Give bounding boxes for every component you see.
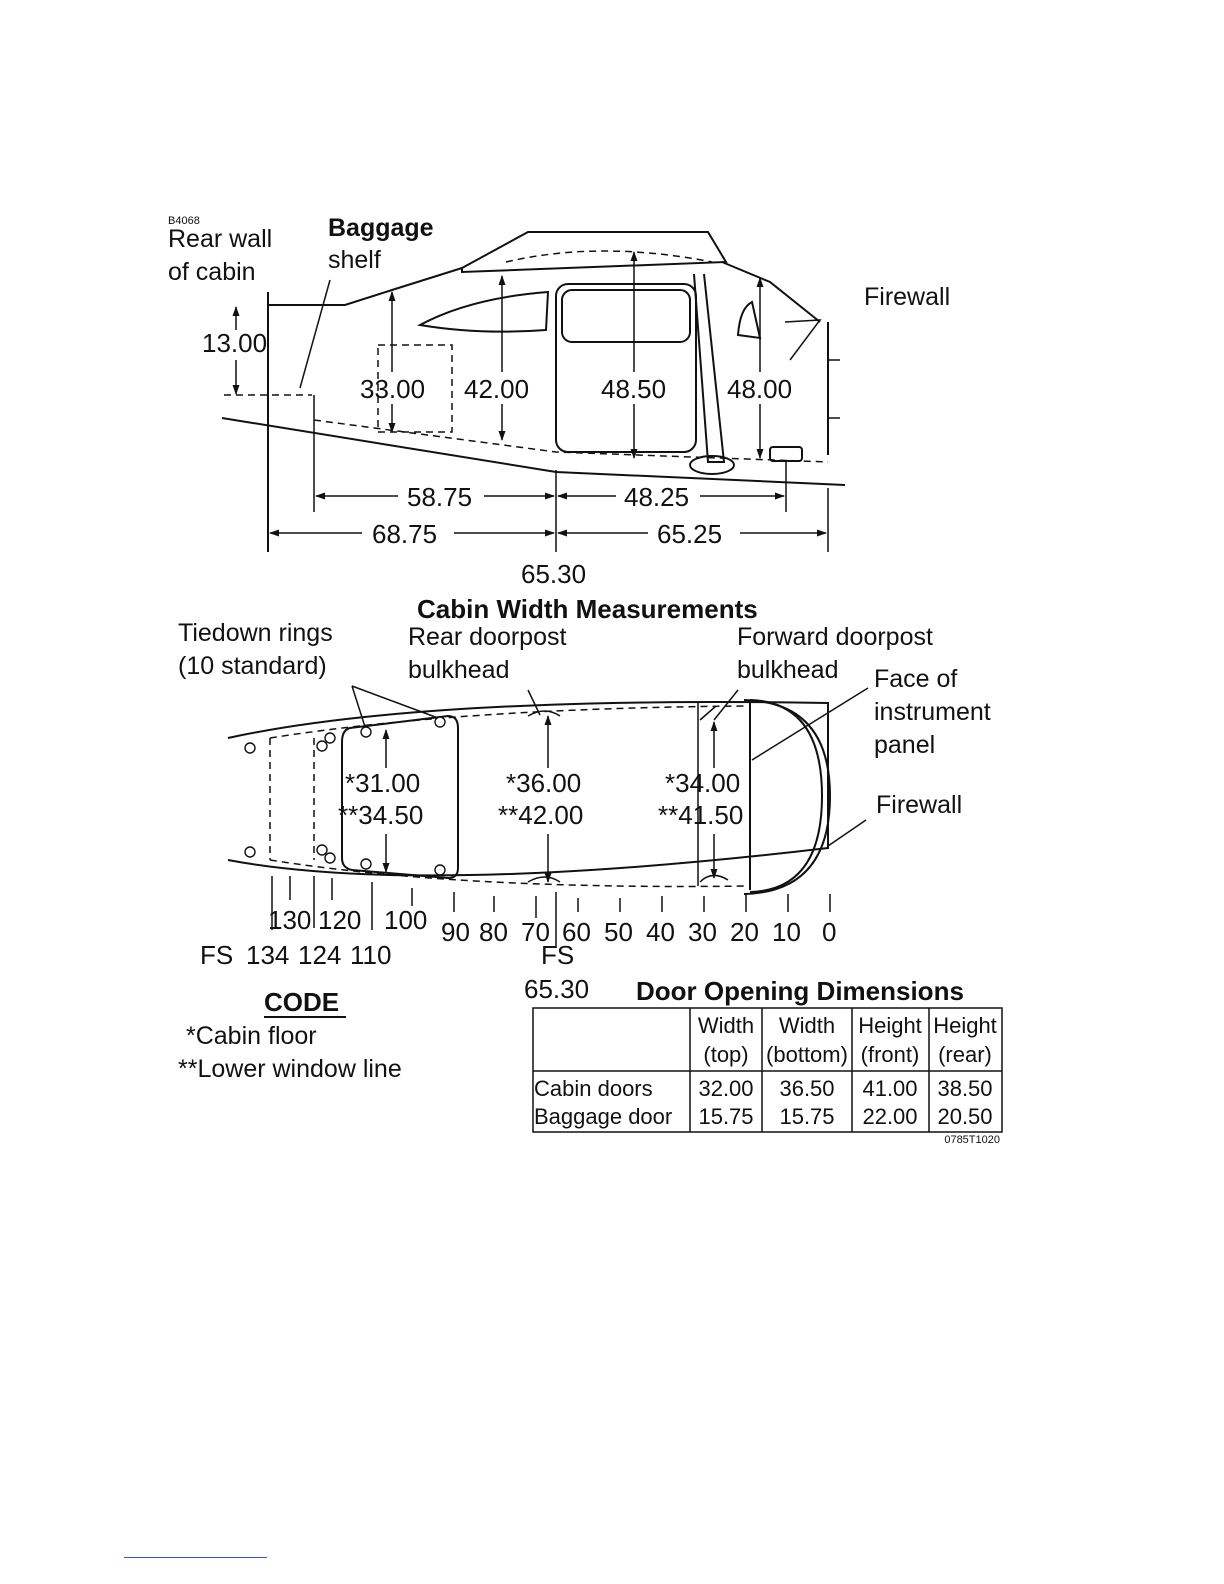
- windshield-line: [722, 262, 820, 322]
- station-90: 90: [441, 917, 470, 947]
- cabin-width-bottom: 36.50: [779, 1076, 835, 1101]
- length-58-75: 58.75: [407, 482, 473, 512]
- tiedown-ring-icon: [361, 859, 371, 869]
- code-legend: [178, 987, 402, 1083]
- header-width-bottom-sub: (bottom): [766, 1042, 848, 1067]
- side-profile-view: [168, 214, 950, 589]
- header-height-front: Height: [858, 1013, 922, 1038]
- baggage-height-rear: 20.50: [937, 1104, 993, 1129]
- baggage-leader: [300, 280, 330, 388]
- fs-value-center: 65.30: [524, 974, 590, 1004]
- code-cabin-floor: *Cabin floor: [186, 1022, 317, 1050]
- forward-doorpost-label-line2: bulkhead: [737, 656, 839, 684]
- tiedown-ring-icon: [361, 727, 371, 737]
- firewall-leader: [828, 820, 866, 846]
- code-title: CODE: [264, 987, 340, 1017]
- header-height-front-sub: (front): [860, 1042, 920, 1067]
- row-cabin-doors-label: Cabin doors: [534, 1076, 653, 1101]
- tiedown-ring-icon: [317, 845, 327, 855]
- header-width-bottom: Width: [778, 1013, 836, 1038]
- figure-id: B4068: [168, 215, 200, 227]
- panel-cowl-curve-outer: [744, 700, 830, 894]
- station-130: 130: [268, 905, 312, 935]
- strut-fitting: [690, 456, 734, 474]
- baggage-area-lines: [270, 738, 314, 860]
- width-front-window: **41.50: [658, 800, 744, 830]
- station-20: 20: [730, 917, 759, 947]
- forward-doorpost-leader: [714, 690, 738, 720]
- instrument-panel-label-line3: panel: [874, 731, 936, 759]
- tiedown-ring-icon: [435, 865, 445, 875]
- tiedown-rings-label-line2: (10 standard): [178, 652, 327, 680]
- instrument-panel-leader: [752, 688, 868, 760]
- width-mid-floor: *36.00: [506, 768, 582, 798]
- table-ref-id: 0785T1020: [944, 1134, 1000, 1146]
- forward-window: [738, 302, 760, 338]
- tiedown-ring-icon: [325, 733, 335, 743]
- firewall-ticks: [828, 360, 840, 418]
- cabin-width-top: 32.00: [698, 1076, 754, 1101]
- cabin-width-title: Cabin Width Measurements: [417, 594, 758, 624]
- firewall-label-profile: Firewall: [864, 283, 951, 311]
- instrument-panel-label-line2: instrument: [874, 698, 991, 726]
- length-68-75: 68.75: [372, 519, 438, 549]
- baggage-width-top: 15.75: [698, 1104, 754, 1129]
- cowl-outline: [785, 320, 820, 360]
- station-110: 110: [350, 940, 392, 970]
- rear-doorpost-label: Rear doorpost: [408, 623, 567, 651]
- tiedown-ring-icon: [245, 743, 255, 753]
- width-rear-window: **34.50: [338, 800, 424, 830]
- wing-dashed-line: [506, 251, 712, 262]
- width-front-floor: *34.00: [665, 768, 741, 798]
- station-70: 70: [521, 917, 550, 947]
- cabin-door: [556, 284, 696, 452]
- fs-label-center: FS: [541, 940, 575, 970]
- length-48-25: 48.25: [624, 482, 690, 512]
- door-opening-table: [533, 976, 1002, 1146]
- baggage-height-front: 22.00: [862, 1104, 918, 1129]
- header-width-top: Width: [697, 1013, 755, 1038]
- station-65-30: 65.30: [521, 559, 587, 589]
- forward-doorpost-label: Forward doorpost: [737, 623, 933, 651]
- width-rear-floor: *31.00: [345, 768, 421, 798]
- station-134: 134: [246, 940, 290, 970]
- header-height-rear: Height: [933, 1013, 997, 1038]
- station-0: 0: [822, 917, 837, 947]
- station-124: 124: [298, 940, 342, 970]
- station-120: 120: [318, 905, 362, 935]
- fs-label-scale: FS: [200, 940, 234, 970]
- rear-window: [420, 292, 548, 332]
- station-100: 100: [384, 905, 428, 935]
- cabin-floor-line: [314, 420, 828, 462]
- length-65-25: 65.25: [657, 519, 723, 549]
- door-table-title: Door Opening Dimensions: [636, 976, 964, 1006]
- step-fitting: [770, 447, 802, 461]
- tiedown-ring-icon: [435, 717, 445, 727]
- firewall-label-plan: Firewall: [876, 791, 963, 819]
- cabin-height-front: 41.00: [862, 1076, 918, 1101]
- fuselage-bottom-line: [222, 418, 845, 485]
- station-60: 60: [562, 917, 591, 947]
- tiedown-ring-icon: [245, 847, 255, 857]
- door-window: [562, 290, 690, 342]
- plan-view: [178, 594, 991, 1004]
- header-width-top-sub: (top): [703, 1042, 749, 1067]
- cabin-height-rear: 38.50: [937, 1076, 993, 1101]
- station-10: 10: [772, 917, 801, 947]
- rear-doorpost-label-line2: bulkhead: [408, 656, 510, 684]
- height-48-50: 48.50: [601, 374, 667, 404]
- station-80: 80: [479, 917, 508, 947]
- code-lower-window: **Lower window line: [178, 1055, 402, 1083]
- station-40: 40: [646, 917, 675, 947]
- width-mid-window: **42.00: [498, 800, 584, 830]
- height-33: 33.00: [360, 374, 426, 404]
- instrument-panel-label: Face of: [874, 665, 958, 693]
- height-13: 13.00: [202, 328, 268, 358]
- rear-wall-label-line2: of cabin: [168, 258, 256, 286]
- tiedown-rings-label: Tiedown rings: [178, 619, 333, 647]
- rear-wall-label: Rear wall: [168, 225, 273, 253]
- footer-rule: [124, 1557, 267, 1558]
- wing-outline: [462, 232, 726, 272]
- tiedown-ring-icon: [317, 741, 327, 751]
- baggage-width-bottom: 15.75: [779, 1104, 835, 1129]
- wing-strut: [694, 274, 724, 462]
- height-48: 48.00: [727, 374, 793, 404]
- baggage-shelf-label-line2: shelf: [328, 246, 381, 274]
- height-42: 42.00: [464, 374, 530, 404]
- baggage-shelf-label: Baggage: [328, 214, 434, 242]
- station-30: 30: [688, 917, 717, 947]
- header-height-rear-sub: (rear): [938, 1042, 992, 1067]
- row-baggage-door-label: Baggage door: [534, 1104, 673, 1129]
- station-50: 50: [604, 917, 633, 947]
- tiedown-ring-icon: [325, 853, 335, 863]
